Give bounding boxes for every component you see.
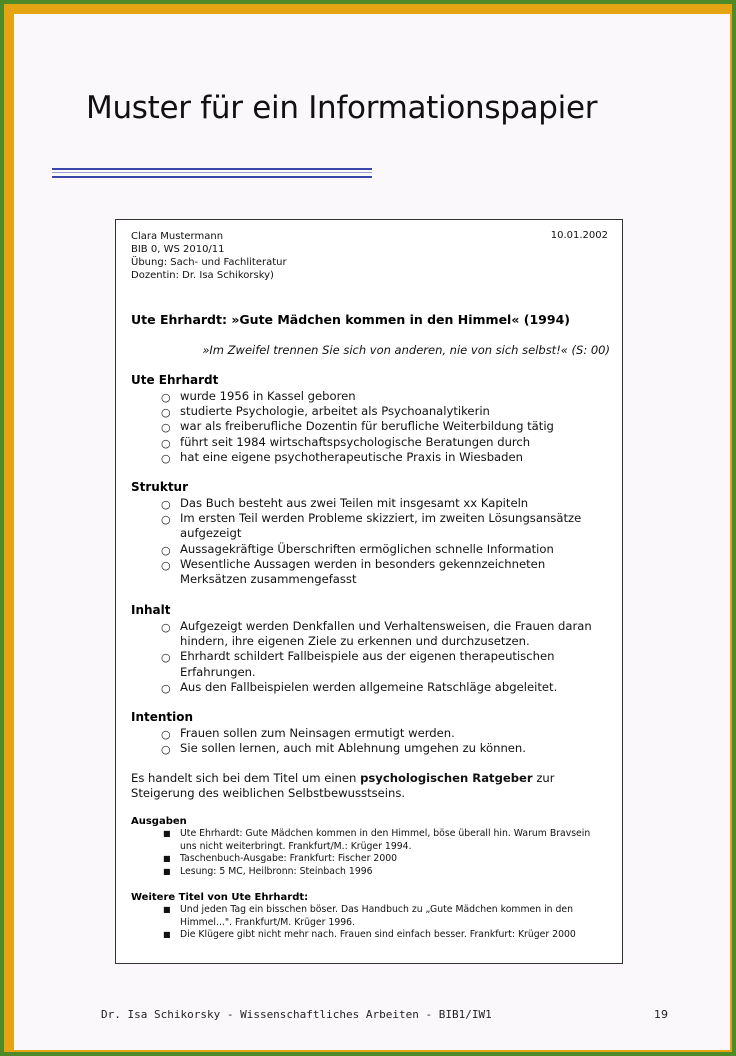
doc-header <box>131 230 287 282</box>
circle-bullet-icon: ○ <box>161 558 171 572</box>
summary-paragraph: Es handelt sich bei dem Titel um einen psychologischen Ratgeber zur Steigerung des weiblichen Selbstbewusstseins. <box>131 771 555 801</box>
circle-bullet-icon: ○ <box>161 391 171 404</box>
section-heading: Struktur <box>131 480 189 494</box>
list-item: ○ Wesentliche Aussagen werden in besonders gekennzeichneten Merksätzen zusammengefasst <box>161 556 546 587</box>
header-line: Dozentin: Dr. Isa Schikorsky) <box>131 270 274 281</box>
header-line: Übung: Sach- und Fachliteratur <box>131 257 287 268</box>
square-bullet-icon: ■ <box>163 930 171 940</box>
circle-bullet-icon: ○ <box>161 513 171 527</box>
square-bullet-icon: ■ <box>163 829 171 838</box>
doc-date: 10.01.2002 <box>550 230 608 241</box>
info-paper <box>115 219 623 964</box>
list-item: ○ war als freiberufliche Dozentin für berufliche Weiterbildung tätig <box>161 419 554 435</box>
list-item: ■ Taschenbuch-Ausgabe: Frankfurt: Fischer 2000 <box>163 853 398 865</box>
list-item: ○ studierte Psychologie, arbeitet als Psychoanalytikerin <box>161 404 490 420</box>
list-item: ○ führt seit 1984 wirtschaftspsychologische Beratungen durch <box>161 434 531 450</box>
list-item: ○ hat eine eigene psychotherapeutische Praxis in Wiesbaden <box>161 449 524 465</box>
circle-bullet-icon: ○ <box>161 406 171 420</box>
header-line: BIB 0, WS 2010/11 <box>131 244 225 255</box>
list-item: ○ Frauen sollen zum Neinsagen ermutigt werden. <box>161 726 455 741</box>
doc-title: Ute Ehrhardt: »Gute Mädchen kommen in den Himmel« (1994) <box>131 312 570 327</box>
section-ausgaben <box>131 816 609 878</box>
circle-bullet-icon: ○ <box>161 451 171 465</box>
list-item: ■ Lesung: 5 MC, Heilbronn: Steinbach 1996 <box>163 865 373 877</box>
circle-bullet-icon: ○ <box>161 743 171 757</box>
page-number: 19 <box>654 1008 668 1021</box>
section-weitere-titel <box>131 892 609 942</box>
section-heading: Ausgaben <box>131 816 187 827</box>
slide-frame <box>4 4 732 1052</box>
slide-title: Muster für ein Informationspapier <box>86 90 598 126</box>
section-heading: Inhalt <box>131 603 171 617</box>
list-item: ○ Aufgezeigt werden Denkfallen und Verhaltensweisen, die Frauen daran hindern, ihre eigenen Ziele zu erkennen und durchzusetzen. <box>161 619 592 649</box>
slide <box>14 14 730 1050</box>
circle-bullet-icon: ○ <box>161 651 171 665</box>
square-bullet-icon: ■ <box>163 905 171 914</box>
header-line: Clara Mustermann <box>131 231 224 242</box>
section-heading: Ute Ehrhardt <box>131 373 219 387</box>
circle-bullet-icon: ○ <box>161 543 171 557</box>
list-item: ○ Im ersten Teil werden Probleme skizziert, im zweiten Lösungsansätze aufgezeigt <box>161 511 582 541</box>
list-item: ○ Aus den Fallbeispielen werden allgemeine Ratschläge abgeleitet. <box>161 679 558 695</box>
section-inhalt <box>131 603 609 695</box>
section-struktur <box>131 480 609 587</box>
list-item: ■ Und jeden Tag ein bisschen böser. Das Handbuch zu „Gute Mädchen kommen in den Himmel...". Frankfurt/M. Krüger 1996. <box>163 904 574 928</box>
circle-bullet-icon: ○ <box>161 621 171 634</box>
section-ute-ehrhardt <box>131 373 609 465</box>
list-item: ○ Das Buch besteht aus zwei Teilen mit insgesamt xx Kapiteln <box>161 496 529 511</box>
section-heading: Weitere Titel von Ute Ehrhardt: <box>131 892 309 903</box>
circle-bullet-icon: ○ <box>161 436 171 450</box>
list-item: ○ wurde 1956 in Kassel geboren <box>161 389 356 404</box>
list-item: ■ Ute Ehrhardt: Gute Mädchen kommen in den Himmel, böse überall hin. Warum Bravsein uns nicht weiterbringt. Frankfurt/M.: Krüger 1994. <box>163 828 591 852</box>
square-bullet-icon: ■ <box>163 866 171 876</box>
section-heading: Intention <box>131 710 194 724</box>
title-underline <box>52 168 372 178</box>
list-item: ○ Ehrhardt schildert Fallbeispiele aus der eigenen therapeutischen Erfahrungen. <box>161 649 555 679</box>
section-intention <box>131 710 609 756</box>
doc-quote: »Im Zweifel trennen Sie sich von anderen, nie von sich selbst!« (S: 00) <box>202 343 610 357</box>
circle-bullet-icon: ○ <box>161 421 171 435</box>
square-bullet-icon: ■ <box>163 854 171 864</box>
summary-emphasis: psychologischen Ratgeber <box>360 771 533 785</box>
list-item: ○ Aussagekräftige Überschriften ermöglichen schnelle Information <box>161 541 554 557</box>
list-item: ○ Sie sollen lernen, auch mit Ablehnung umgehen zu können. <box>161 741 526 757</box>
slide-footer: Dr. Isa Schikorsky - Wissenschaftliches Arbeiten - BIB1/IW1 <box>101 1008 492 1021</box>
circle-bullet-icon: ○ <box>161 498 171 511</box>
circle-bullet-icon: ○ <box>161 681 171 695</box>
circle-bullet-icon: ○ <box>161 728 171 741</box>
list-item: ■ Die Klügere gibt nicht mehr nach. Frauen sind einfach besser. Frankfurt: Krüger 2000 <box>163 929 576 941</box>
